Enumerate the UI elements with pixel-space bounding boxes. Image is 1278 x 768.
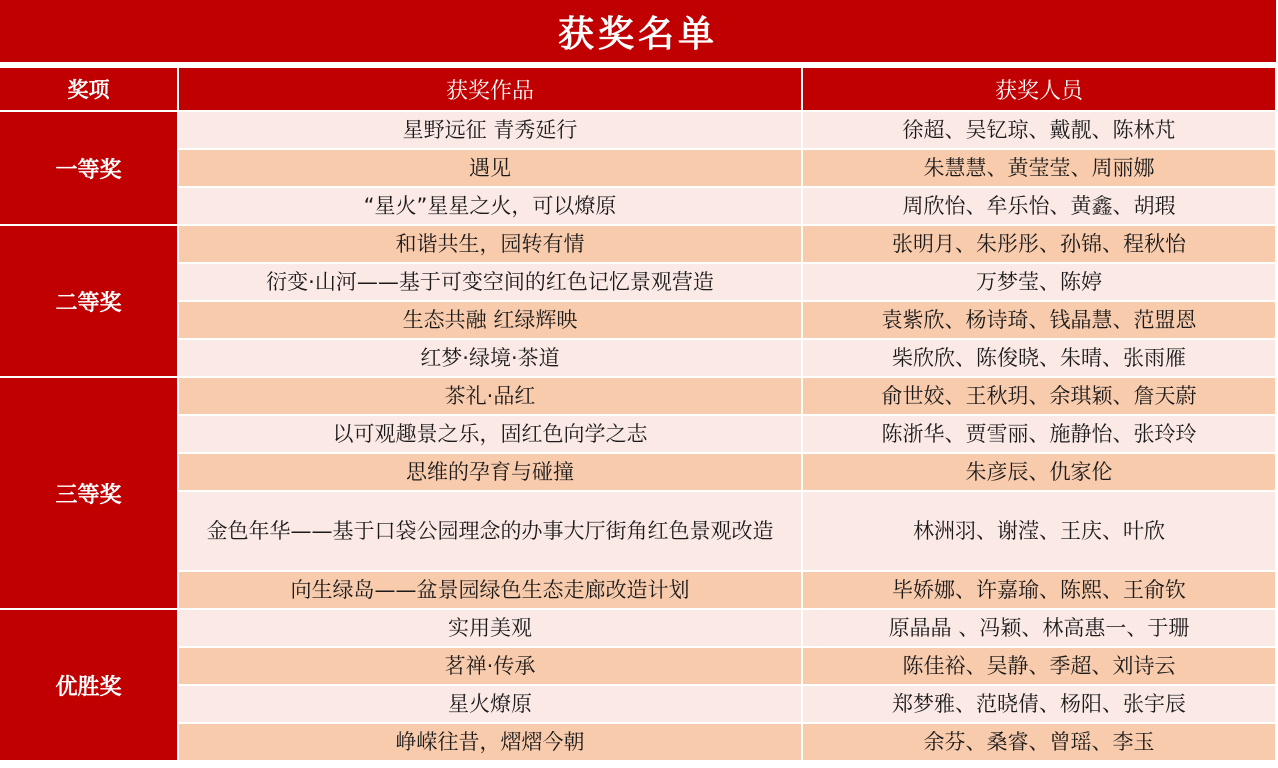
table-row (0, 609, 1276, 647)
people-cell: 朱慧慧、黄莹莹、周丽娜 (802, 149, 1276, 187)
table-row (0, 415, 1276, 453)
table-row (0, 453, 1276, 491)
award-table (0, 68, 1277, 762)
work-cell: 和谐共生，园转有情 (178, 225, 802, 263)
table-row (0, 263, 1276, 301)
page-title: 获奖名单 (557, 13, 718, 55)
table-row (0, 571, 1276, 609)
header-work: 获奖作品 (178, 68, 802, 111)
people-cell: 周欣怡、牟乐怡、黄鑫、胡瑕 (802, 187, 1276, 225)
people-cell: 柴欣欣、陈俊晓、朱晴、张雨雁 (802, 339, 1276, 377)
people-cell: 徐超、吴钇琼、戴靓、陈林芃 (802, 111, 1276, 149)
work-cell: 茶礼·品红 (178, 377, 802, 415)
people-cell: 张明月、朱彤彤、孙锦、程秋怡 (802, 225, 1276, 263)
work-cell: 以可观趣景之乐，固红色向学之志 (178, 415, 802, 453)
title-banner (0, 0, 1276, 62)
award-cell-merit: 优胜奖 (0, 609, 178, 761)
work-cell: 峥嵘往昔，熠熠今朝 (178, 723, 802, 761)
table-row (0, 301, 1276, 339)
work-cell: 星野远征 青秀延行 (178, 111, 802, 149)
people-cell: 毕娇娜、许嘉瑜、陈熙、王俞钦 (802, 571, 1276, 609)
work-cell: 茗禅·传承 (178, 647, 802, 685)
header-people: 获奖人员 (802, 68, 1276, 111)
people-cell: 万梦莹、陈婷 (802, 263, 1276, 301)
header-row (0, 68, 1276, 111)
table-row (0, 339, 1276, 377)
work-cell: 向生绿岛——盆景园绿色生态走廊改造计划 (178, 571, 802, 609)
table-row (0, 225, 1276, 263)
table-row (0, 491, 1276, 571)
people-cell: 陈佳裕、吴静、季超、刘诗云 (802, 647, 1276, 685)
people-cell: 林洲羽、谢滢、王庆、叶欣 (802, 491, 1276, 571)
work-cell: 实用美观 (178, 609, 802, 647)
award-cell-second: 二等奖 (0, 225, 178, 377)
work-cell: 星火燎原 (178, 685, 802, 723)
table-row (0, 377, 1276, 415)
work-cell: “星火”星星之火，可以燎原 (178, 187, 802, 225)
people-cell: 陈浙华、贾雪丽、施静怡、张玲玲 (802, 415, 1276, 453)
work-cell: 衍变·山河——基于可变空间的红色记忆景观营造 (178, 263, 802, 301)
work-cell: 金色年华——基于口袋公园理念的办事大厅街角红色景观改造 (178, 491, 802, 571)
work-cell: 红梦·绿境·茶道 (178, 339, 802, 377)
table-row (0, 187, 1276, 225)
people-cell: 朱彦辰、仇家伦 (802, 453, 1276, 491)
people-cell: 原晶晶 、冯颖、林高惠一、于珊 (802, 609, 1276, 647)
table-row (0, 111, 1276, 149)
table-row (0, 647, 1276, 685)
work-cell: 生态共融 红绿辉映 (178, 301, 802, 339)
award-cell-third: 三等奖 (0, 377, 178, 609)
award-cell-first: 一等奖 (0, 111, 178, 225)
people-cell: 袁紫欣、杨诗琦、钱晶慧、范盟恩 (802, 301, 1276, 339)
table-row (0, 723, 1276, 761)
work-cell: 思维的孕育与碰撞 (178, 453, 802, 491)
table-row (0, 149, 1276, 187)
people-cell: 郑梦雅、范晓倩、杨阳、张宇辰 (802, 685, 1276, 723)
work-cell: 遇见 (178, 149, 802, 187)
table-row (0, 685, 1276, 723)
header-award: 奖项 (0, 68, 178, 111)
people-cell: 俞世姣、王秋玥、余琪颖、詹天蔚 (802, 377, 1276, 415)
people-cell: 余芬、桑睿、曾瑶、李玉 (802, 723, 1276, 761)
